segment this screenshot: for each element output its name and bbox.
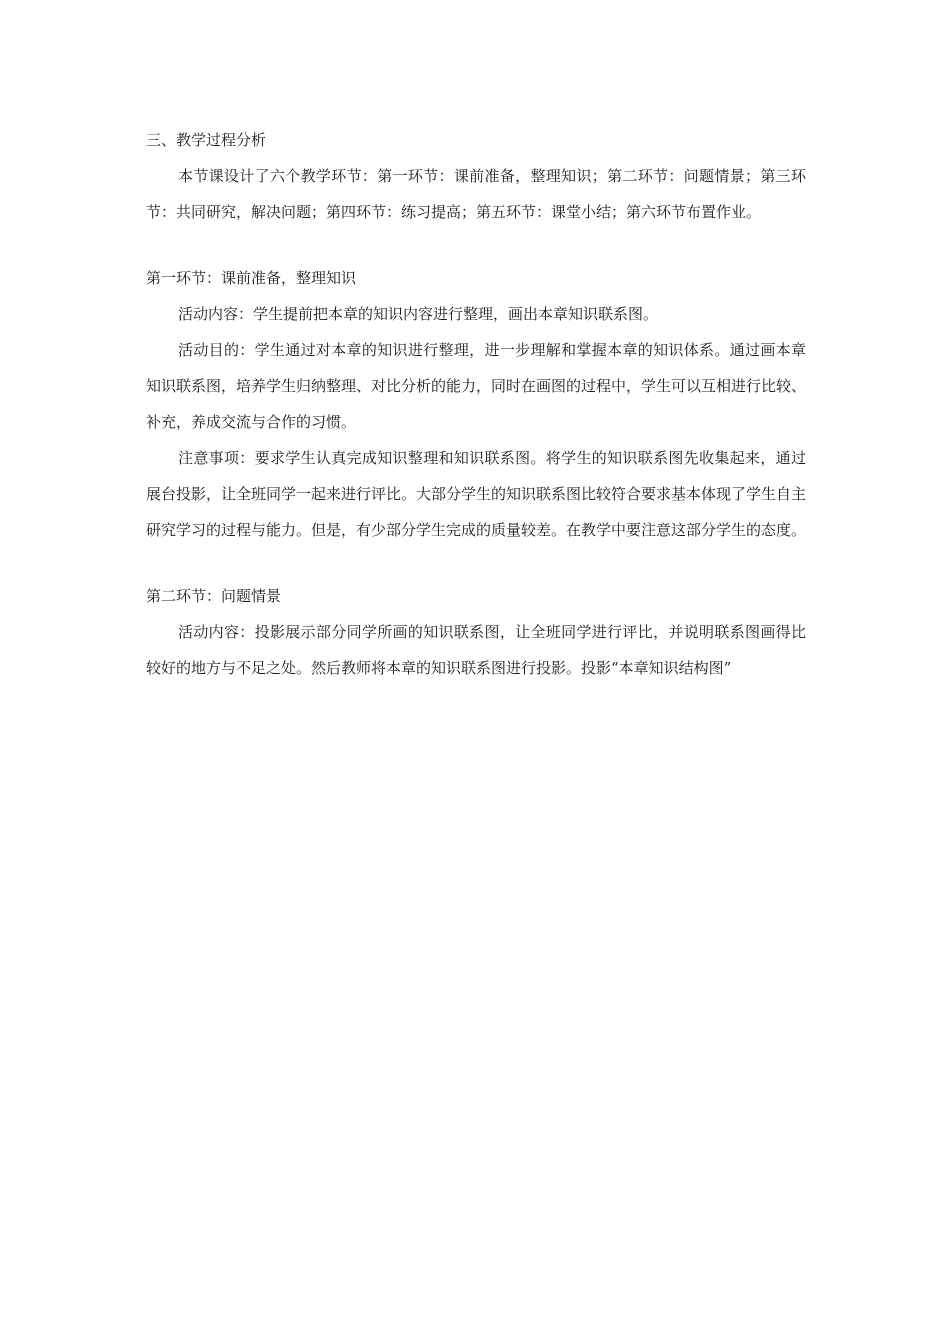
section-gap — [146, 230, 806, 260]
section-gap — [146, 548, 806, 578]
stage1-notes: 注意事项：要求学生认真完成知识整理和知识联系图。将学生的知识联系图先收集起来，通过展台投影，让全班同学一起来进行评比。大部分学生的知识联系图比较符合要求基本体现了学生自主研究学习的过程与能力。但是，有少部分学生完成的质量较差。在教学中要注意这部分学生的态度。 — [146, 449, 807, 539]
stage2-content: 活动内容：投影展示部分同学所画的知识联系图，让全班同学进行评比，并说明联系图画得比较好的地方与不足之处。然后教师将本章的知识联系图进行投影。投影“本章知识结构图” — [146, 623, 806, 677]
stage1-content: 活动内容：学生提前把本章的知识内容进行整理，画出本章知识联系图。 — [178, 305, 659, 323]
intro-paragraph: 本节课设计了六个教学环节：第一环节：课前准备，整理知识；第二环节：问题情景；第三环节：共同研究，解决问题；第四环节：练习提高；第五环节：课堂小结；第六环节布置作业。 — [146, 167, 806, 221]
stage2-title: 第二环节：问题情景 — [146, 587, 282, 605]
section-title: 三、教学过程分析 — [146, 131, 267, 149]
document-page — [146, 122, 806, 686]
stage1-purpose: 活动目的：学生通过对本章的知识进行整理，进一步理解和掌握本章的知识体系。通过画本章知识联系图，培养学生归纳整理、对比分析的能力，同时在画图的过程中，学生可以互相进行比较、补充，养成交流与合作的习惯。 — [146, 341, 807, 431]
stage1-title: 第一环节：课前准备，整理知识 — [146, 269, 357, 287]
